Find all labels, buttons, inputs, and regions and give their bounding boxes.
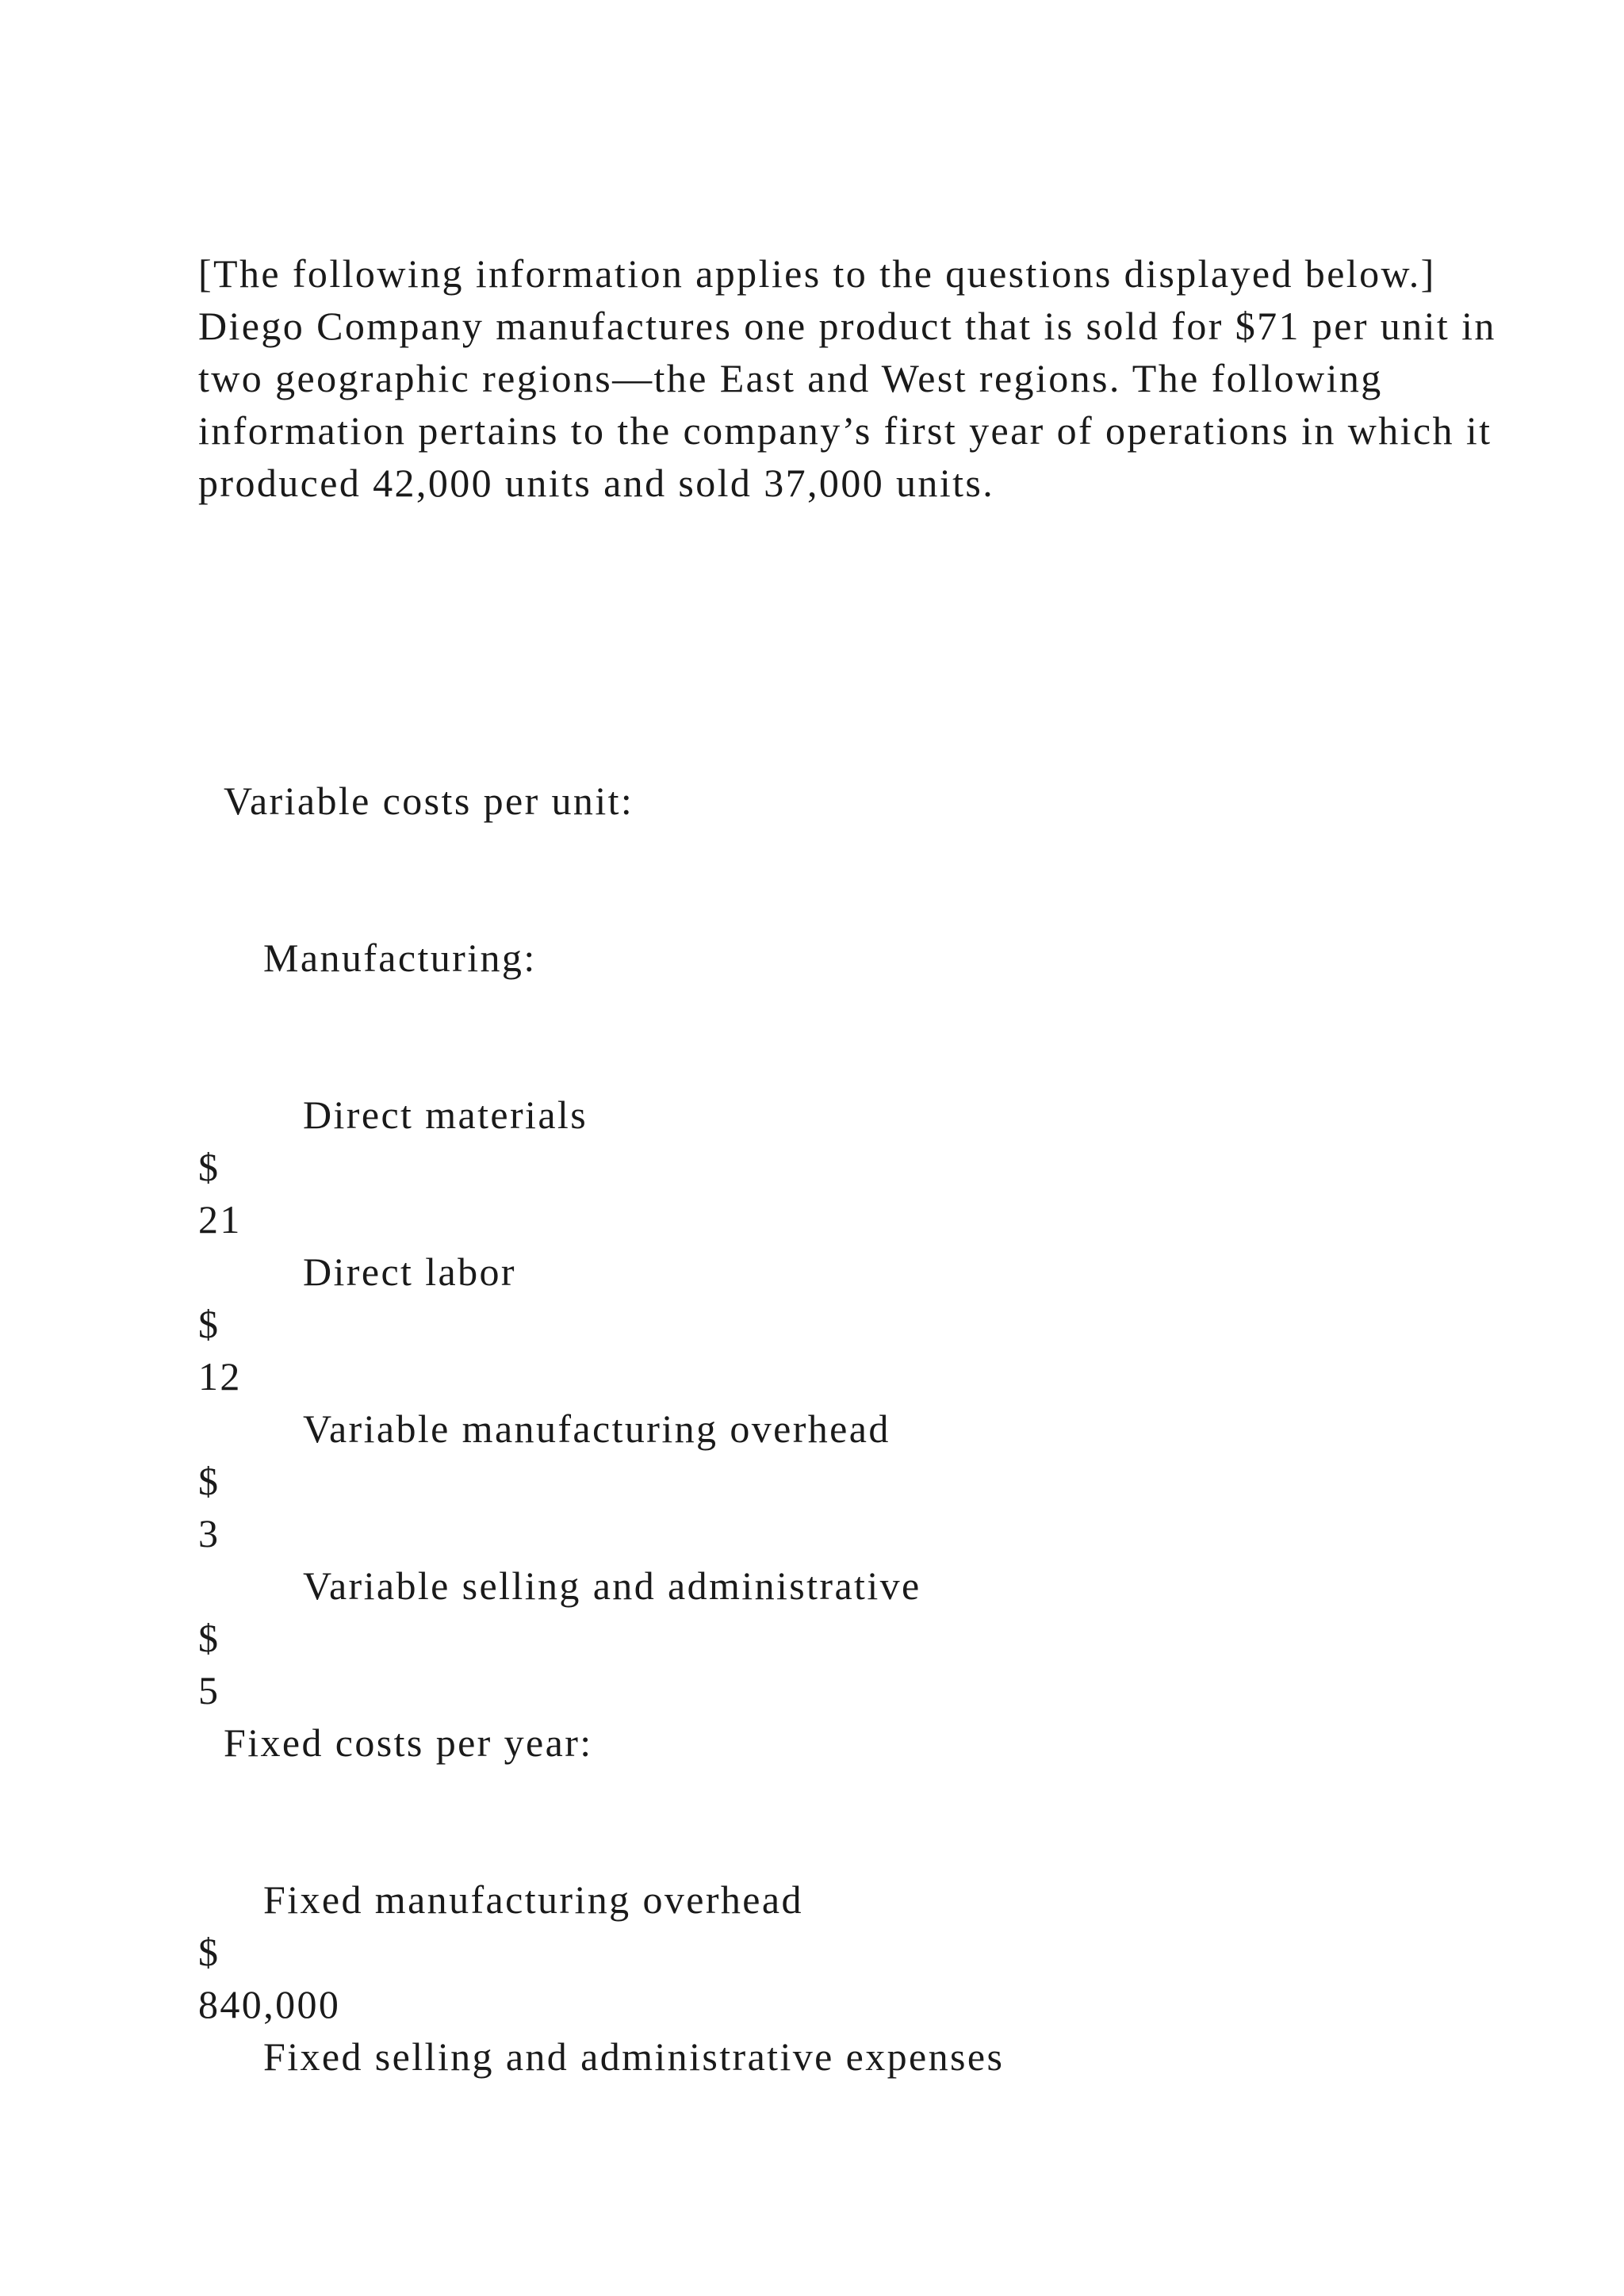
cost-value-fixed-manufacturing-overhead: 840,000 [198,1982,341,2026]
currency-symbol: $ [198,1459,220,1503]
cost-label-variable-manufacturing-overhead: Variable manufacturing overhead [303,1406,891,1451]
currency-symbol: $ [198,1616,220,1660]
currency-symbol: $ [198,1302,220,1346]
currency-symbol: $ [198,1145,220,1189]
problem-description: Diego Company manufactures one product that is sold for $71 per unit in two geographic regions—the East and West regions. The following information pertains to the company’s first year of operations in which it produced 42,000 units and sold 37,000 units. [198,304,1496,505]
fixed-costs-heading: Fixed costs per year: [224,1720,593,1765]
cost-value-variable-selling-admin: 5 [198,1668,220,1712]
currency-symbol: $ [198,1930,220,1974]
cost-value-variable-manufacturing-overhead: 3 [198,1511,220,1556]
cost-value-direct-materials: 21 [198,1197,242,1242]
variable-costs-heading: Variable costs per unit: [224,779,634,823]
cost-label-variable-selling-admin: Variable selling and administrative [303,1563,921,1608]
intro-section [198,247,1507,509]
cost-label-fixed-manufacturing-overhead: Fixed manufacturing overhead [263,1877,803,1922]
cost-label-direct-labor: Direct labor [303,1249,516,1294]
bracket-note: [The following information applies to the questions displayed below.] [198,251,1436,296]
cost-label-direct-materials: Direct materials [303,1093,588,1137]
manufacturing-heading: Manufacturing: [263,936,537,980]
cost-value-direct-labor: 12 [198,1354,242,1399]
cost-label-fixed-selling-admin: Fixed selling and administrative expenses [263,2034,1005,2079]
